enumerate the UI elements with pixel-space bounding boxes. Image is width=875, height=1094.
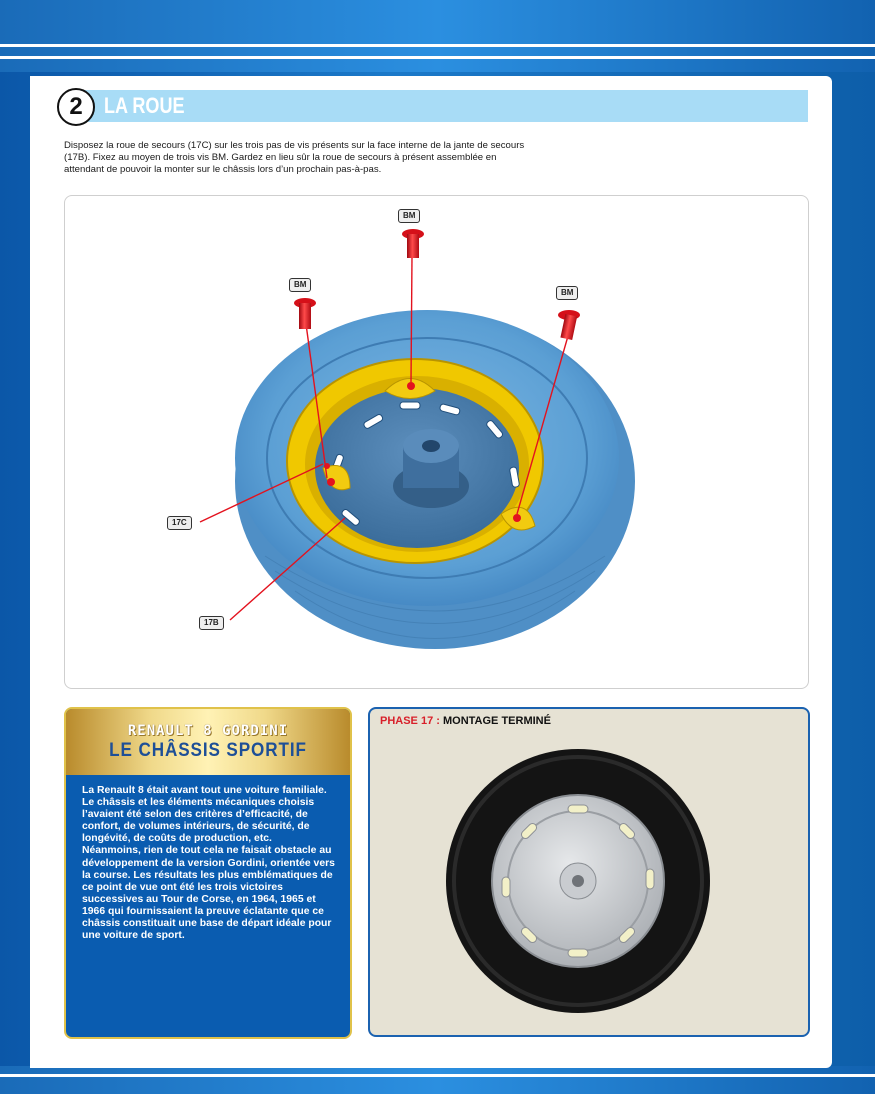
footer-band <box>0 1066 875 1094</box>
finished-hub-hole <box>572 875 584 887</box>
intro-text: Disposez la roue de secours (17C) sur les trois pas de vis présents sur la face interne de la jante de secours (17B). Fixez au moyen de trois vis BM. Gardez en lieu sûr la roue de secours à présent assemblée en attendant de pouvoir la monter sur le châssis lors d’un prochain pas-à-pas. <box>64 140 525 175</box>
step-number: 2 <box>57 88 95 126</box>
label-screw-top: BM <box>398 209 420 223</box>
info-box-title: LE CHÂSSIS SPORTIF <box>109 740 307 761</box>
screw-hole-left <box>327 478 335 486</box>
phase-text: MONTAGE TERMINÉ <box>442 715 551 727</box>
label-part-17b: 17B <box>199 616 224 630</box>
section-title: LA ROUE <box>104 93 185 118</box>
label-part-17c: 17C <box>167 516 192 530</box>
label-screw-right: BM <box>556 286 578 300</box>
header-band <box>0 0 875 72</box>
phase-panel <box>368 707 810 1037</box>
phase-number: PHASE 17 : <box>380 715 440 727</box>
screw-right <box>558 310 580 340</box>
footer-stripe <box>0 1074 875 1077</box>
header-stripe-2 <box>0 56 875 59</box>
finished-wheel-illustration <box>370 709 808 1035</box>
hub-hole <box>422 440 440 452</box>
info-paragraph: La Renault 8 était avant tout une voiture familiale. Le châssis et les éléments mécaniques choisis l’avaient été selon des critères d’efficacité, de confort, de volumes intérieurs, de sécurité, de longévité, de coûts de production, etc. <box>82 785 327 845</box>
screw-hole-top <box>407 382 415 390</box>
info-box-body <box>82 785 340 942</box>
label-screw-left: BM <box>289 278 311 292</box>
info-box-subtitle: RENAULT 8 GORDINI <box>127 723 289 739</box>
assembly-illustration <box>65 196 808 688</box>
screw-top <box>402 229 424 258</box>
screw-hole-right <box>513 514 521 522</box>
info-box-chassis <box>64 707 352 1039</box>
assembly-diagram <box>64 195 809 689</box>
screw-left <box>294 298 316 329</box>
header-stripe <box>0 44 875 47</box>
info-paragraph: Néanmoins, rien de tout cela ne faisait obstacle au développement de la version Gordini, orientée vers la course. Les résultats les plus emblématiques de ce point de vue ont été les trois victoires successives au Tour de Corse, en 1964, 1965 et 1966 qui fournissaient la preuve éclatante que ce châssis constituait une base de départ idéale pour une voiture de sport. <box>82 845 335 942</box>
